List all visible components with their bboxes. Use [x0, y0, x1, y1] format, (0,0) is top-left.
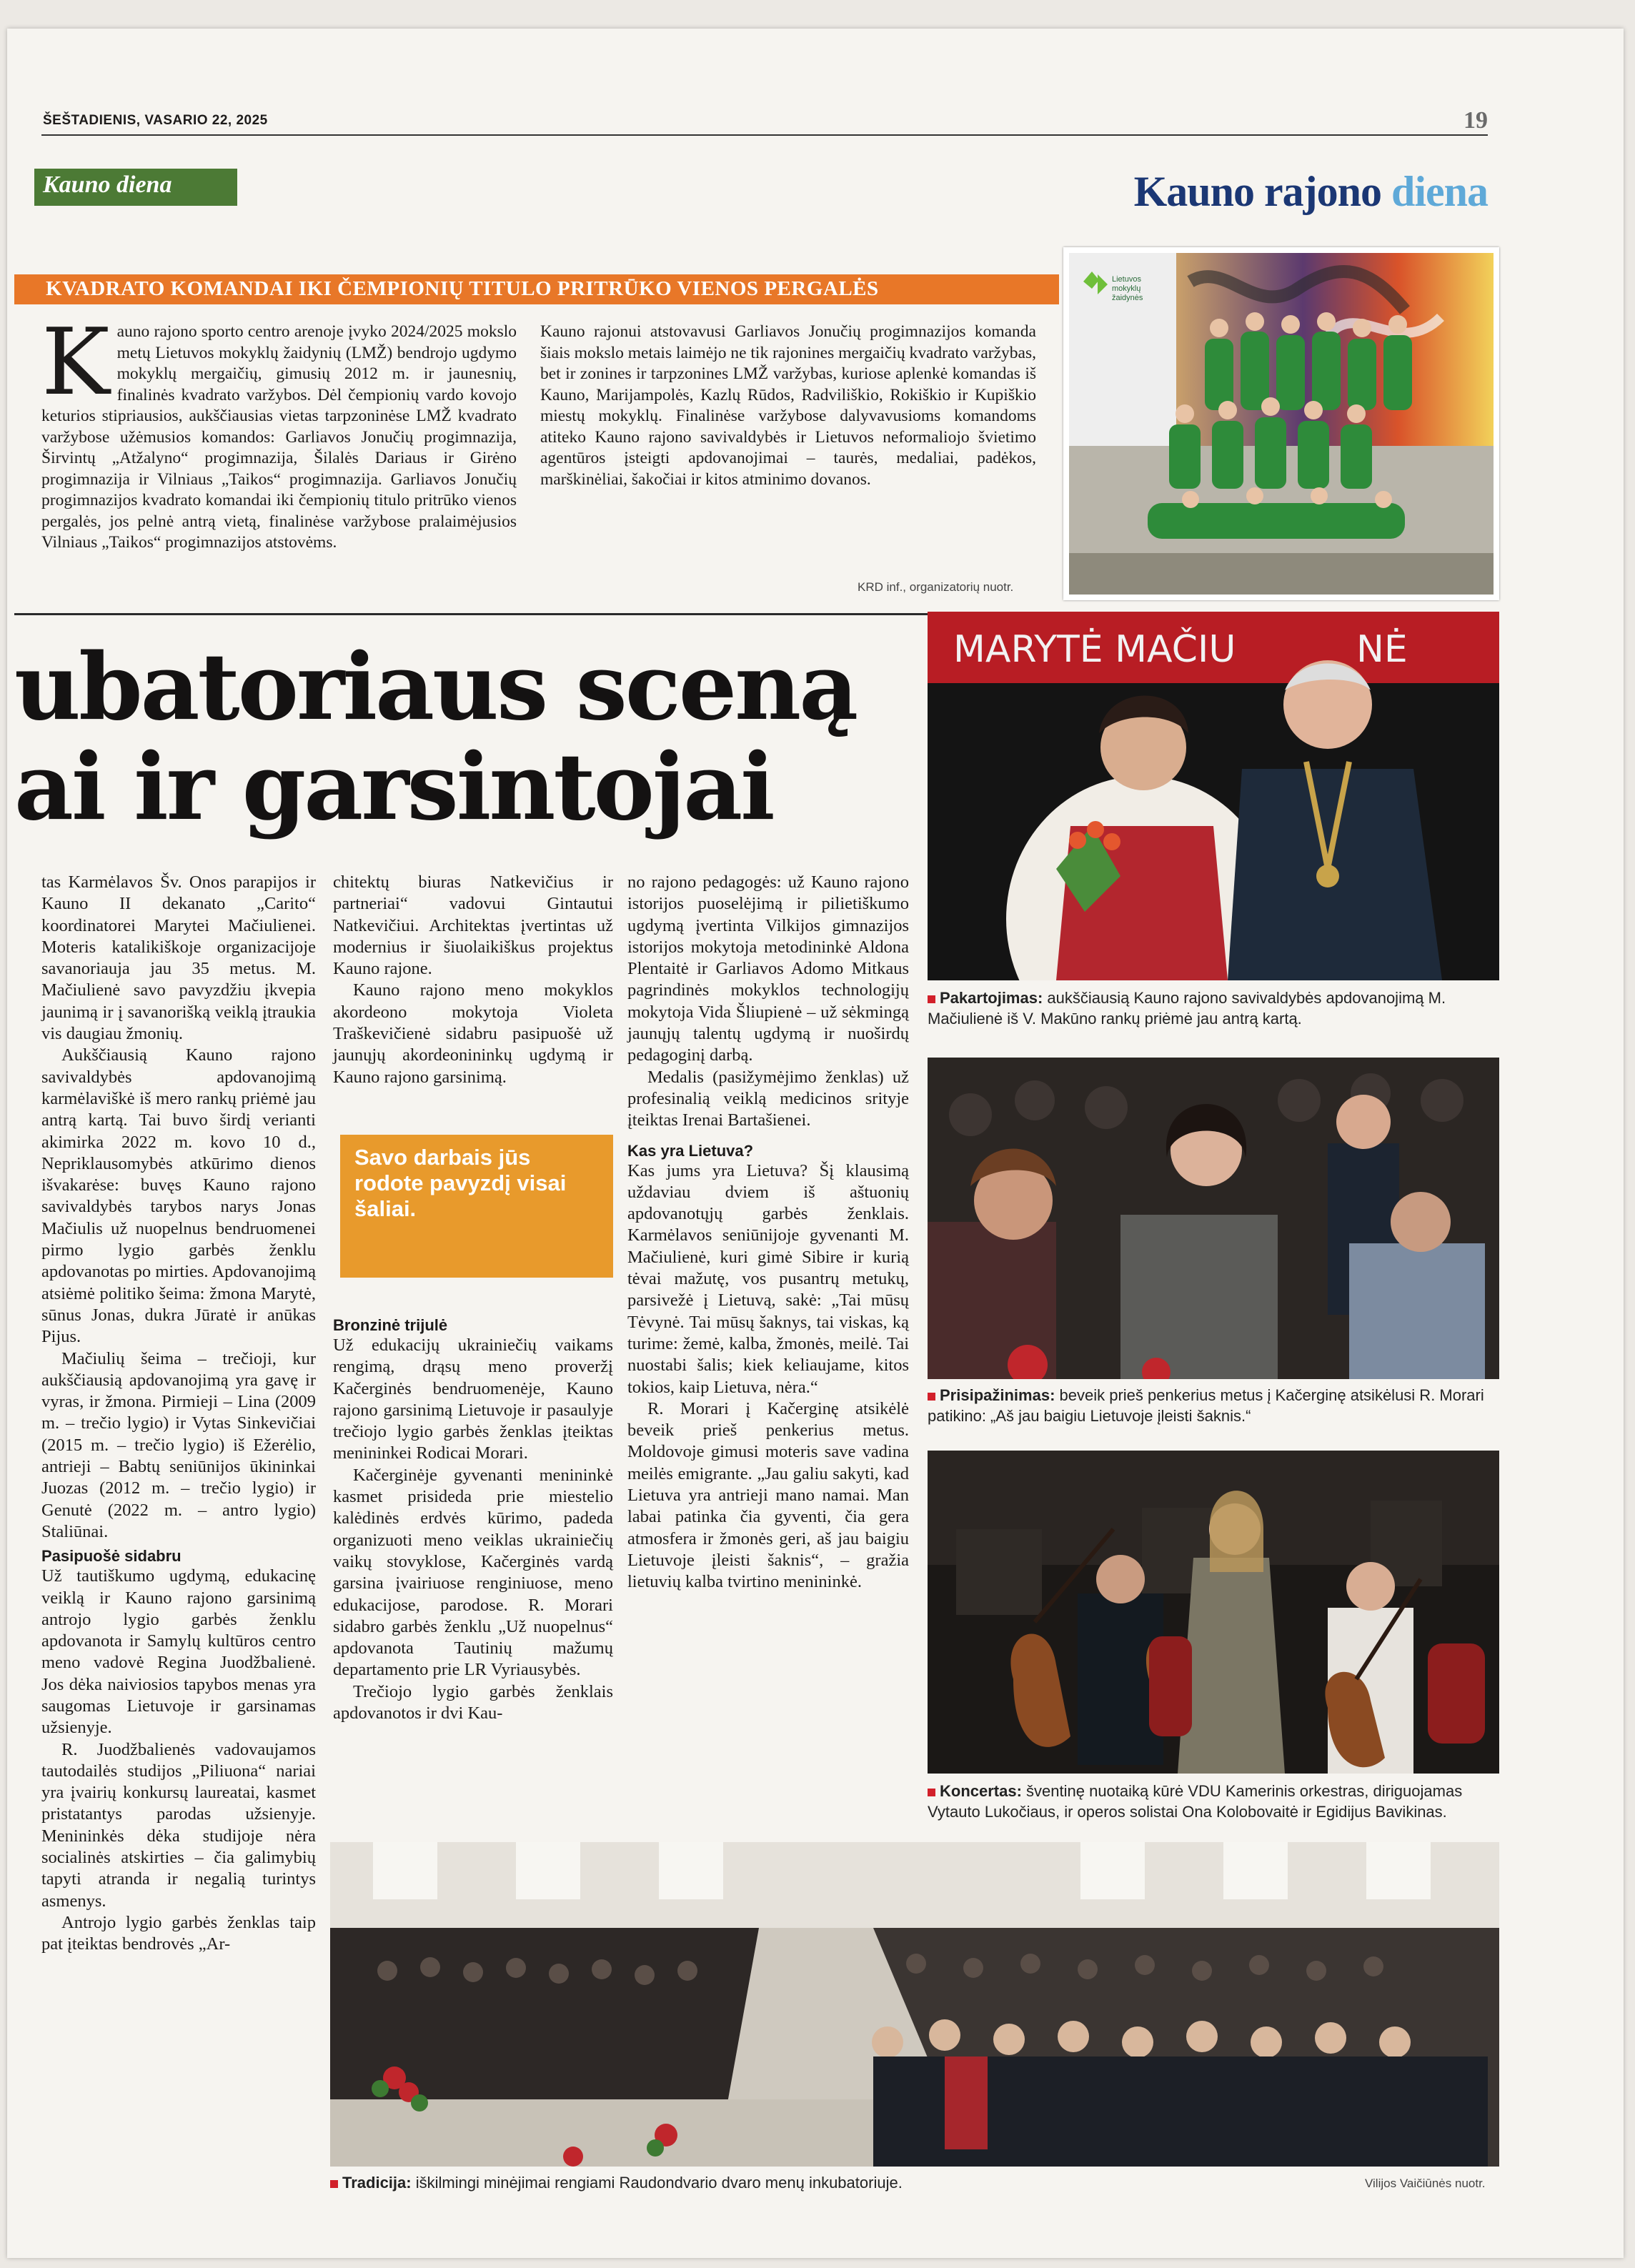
subheading: Pasipuošė sidabru: [41, 1547, 182, 1566]
header-rule: [41, 134, 1488, 136]
subheading: Kas yra Lietuva?: [627, 1141, 754, 1160]
award-photo: [928, 612, 1499, 980]
caption-label: Tradicija:: [342, 2174, 412, 2192]
paragraph: Kauno rajono meno mokyklos akordeono mokytoja Violeta Traškevičienė sidabru pasipuošė už jaunųjų akordeonininkų ugdymą ir Kauno rajono garsinimą.: [333, 980, 613, 1087]
caption-4: [330, 2172, 1116, 2193]
caption-marker: [928, 1393, 935, 1401]
caption-marker: [928, 995, 935, 1003]
paragraph: Medalis (pasižymėjimo ženklas) už profesinalią veiklą medicinos srityje įteiktas Irenai Bartašienei.: [627, 1067, 909, 1130]
paragraph: tas Karmėlavos Šv. Onos parapijos ir Kauno II dekanato „Carito“ koordinatorei Marytei Mačiulienei. Moteris katalikiškoje organizacijoje savanoriauja jau 35 metus. M. Mačiulienė savo pavyzdžiu įkvepia jaunimą ir į savanorišką veiklą įtraukia vis daugiau žmonių.: [41, 872, 316, 1044]
team-photo-frame: [1063, 247, 1499, 600]
caption-label: Koncertas:: [940, 1782, 1022, 1800]
issue-date: ŠEŠTADIENIS, VASARIO 22, 2025: [43, 113, 268, 128]
article-column-1: [41, 872, 316, 1956]
concert-photo: [928, 1451, 1499, 1774]
headline-line-2: ai ir garsintojai: [14, 734, 773, 841]
caption-text: beveik prieš penkerius metus į Kačerginę atsikėlusi R. Morari patikino: „Aš jau baigiu Lietuvoje įleisti šaknis.“: [928, 1386, 1484, 1425]
pull-quote: Savo darbais jūs rodote pavyzdį visai šaliai.: [340, 1135, 613, 1278]
top-story-text-1: auno rajono sporto centro arenoje įvyko 2024/2025 mokslo metų Lietuvos mokyklų žaidynių (LMŽ) bendrojo ugdymo mokyklų mergaičių, gimusių 2012 m. ir jaunesnių, finalinės kvadrato varžybos. Dėl čempionių vardo kovojo keturios stipriausios, aukščiausias vietas tarpzoninėse LMŽ kvadrato varžybose užėmusios komandos: Garliavos Jonučių progimnazija, Širvintų „Atžalyno“ progimnazija, Šilalės Dariaus ir Girėno progimnazija ir Vilniaus „Taikos“ progimnazija. Garliavos Jonučių progimnazijos kvadrato komandai iki čempionių titulo pritrūko vienos pergalės, jos pelnė antrą vietą, finalinėse varžybose pralaimėjusios Vilniaus „Taikos“ progimnazijos atstovėms.: [41, 322, 517, 552]
masthead-main: Kauno rajono: [1133, 168, 1391, 215]
paragraph: R. Morari į Kačerginę atsikėlė beveik prieš penkerius metus. Moldovoje gimusi moteris save vadina meilės emigrante. „Jau galiu sakyti, kad Lietuva yra antrieji mano namai. Man labai patinka čia gyventi, čia gera atmosfera ir žmonės geri, aš jau baigiu Lietuvoje įleisti šaknis“, – gražia lietuvių kalba tvirtino menininkė.: [627, 1398, 909, 1592]
paragraph: no rajono pedagogės: už Kauno rajono istorijos puoselėjimą ir pilietiškumo ugdymą įvertinta Vilkijos gimnazijos istorijos mokytoja metodininkė Aldona Plentaitė ir Garliavos Adomo Mitkaus pagrindinės mokyklos technologijų mokytoja Vida Šliupienė – už sėkmingą jaunųjų talentų ugdymą ir nuoširdų pedagoginį darbą.: [627, 872, 909, 1065]
caption-marker: [928, 1789, 935, 1796]
paragraph: Kačerginėje gyvenanti menininkė kasmet prisideda prie miestelio kalėdinės erdvės kūrimo, padeda organizuoti meno veiklas ukrainiečių vaikų stovyklose, Kačerginės vardą garsina įvairiuose renginiuose, meno edukacijose, parodose. R. Morari sidabro garbės ženklu „Už nuopelnus“ apdovanota Tautinių mažumų departamento prie LR Vyriausybės.: [333, 1465, 613, 1680]
headline-line-1: ubatoriaus sceną: [14, 634, 857, 741]
bottom-photo-credit: Vilijos Vaičiūnės nuotr.: [1365, 2177, 1486, 2190]
paragraph: Trečiojo lygio garbės ženklais apdovanotos ir dvi Kau-: [333, 1681, 613, 1724]
svg-text:Lietuvos: Lietuvos: [1112, 275, 1141, 284]
paragraph: chitektų biuras Natkevičius ir partneriai“ vadovui Gintautui Natkevičiui. Architektas įvertintas už modernius ir šiuolaikiškus projektus Kauno rajone.: [333, 872, 613, 979]
paragraph: Mačiulių šeima – trečioji, kur aukščiausią apdovanojimą yra gavę ir vyras, ir žmona. Pirmieji – Lina (2009 m. – trečio lygio) ir Vytas Sinkevičiai (2015 m. – trečio lygio) iš Ežerėlio, antrieji – Babtų seniūnijos ūkininkai Juozas (2012 m. – trečio lygio) ir Genutė (2022 m. – antro lygio) Staliūnai.: [41, 1348, 316, 1541]
paragraph: Aukščiausią Kauno rajono savivaldybės apdovanojimą karmėlaviškė iš mero rankų priėmė jau antrą kartą. Tai buvo širdį verianti akimirka 2022 m. kovo 10 d., Nepriklausomybės atkūrimo dienos išvakarėse: buvęs Kauno rajono savivaldybės tarybos narys Jonas Mačiulis už nuopelnus bendruomenei pirmo lygio garbės ženklu apdovanotas po mirties. Apdovanojimą atsiėmė politiko šeima: žmona Marytė, sūnus Jonas, dukra Jūratė ir anūkas Pijus.: [41, 1045, 316, 1347]
article-column-2b: [333, 1312, 613, 1724]
overlay-name: MARYTĖ MAČIU: [953, 628, 1236, 671]
overlay-name-end: NĖ: [1356, 628, 1408, 671]
main-headline: [14, 634, 857, 841]
paragraph: Už tautiškumo ugdymą, edukacinę veiklą ir Kauno rajono garsinimą antrojo lygio garbės ženklu apdovanota ir Samylų kultūros centro meno vadovė Regina Juodžbalienė. Jos dėka naiviosios tapybos menas yra saugomas Lietuvoje ir garsinamas užsienyje.: [41, 1566, 316, 1738]
caption-text: aukščiausią Kauno rajono savivaldybės apdovanojimą M. Mačiulienė iš V. Makūno rankų priėmė jau antrą kartą.: [928, 989, 1446, 1028]
paragraph: Antrojo lygio garbės ženklas taip pat įteiktas bendrovės „Ar-: [41, 1912, 316, 1954]
article-column-3: [627, 872, 909, 1593]
team-photo: [1069, 253, 1494, 595]
svg-text:žaidynės: žaidynės: [1112, 294, 1143, 302]
caption-3: [928, 1781, 1499, 1822]
caption-marker: [330, 2180, 338, 2188]
audience-photo: [928, 1058, 1499, 1379]
photo-concert: [928, 1451, 1499, 1774]
caption-1: [928, 988, 1499, 1029]
photo-audience-award: [928, 1058, 1499, 1379]
dropcap: K: [41, 309, 110, 416]
section-tag: Kauno diena: [34, 169, 237, 206]
subheading: Bronzinė trijulė: [333, 1316, 448, 1334]
page-number: 19: [1463, 107, 1488, 134]
newspaper-page: [7, 29, 1624, 2258]
caption-text: iškilmingi minėjimai rengiami Raudondvario dvaro menų inkubatoriuje.: [411, 2174, 903, 2192]
svg-text:mokyklų: mokyklų: [1112, 284, 1141, 293]
top-story-col1: [41, 309, 517, 554]
caption-2: [928, 1385, 1499, 1426]
caption-text: šventinę nuotaiką kūrė VDU Kamerinis orkestras, diriguojamas Vytauto Lukočiaus, ir operos solistai Ona Kolobovaitė ir Egidijus Bavikinas.: [928, 1782, 1463, 1821]
hall-photo: [330, 1842, 1499, 2167]
top-story-text-2: Kauno rajonui atstovavusi Garliavos Jonučių progimnazijos komanda šiais mokslo metais laimėjo ne tik rajonines mergaičių kvadrato varžybas, bet ir zonines ir tarpzonines LMŽ varžybas, kuriose aplenkė komandas iš Kauno, Marijampolės, Kazlų Rūdos, Radviliškio, Rokiškio ir Kupiškio miestų mokyklų. Finalinėse varžybose dalyvavusioms komandoms atiteko Kauno rajono savivaldybės ir Lietuvos neformaliojo švietimo agentūros įsteigti apdovanojimai – taurės, medaliai, padėkos, marškinėliai, šakočiai ir kitos atminimo dovanos.: [540, 322, 1036, 489]
masthead: [1134, 167, 1488, 217]
paragraph: R. Juodžbalienės vadovaujamos tautodailės studijos „Piliuona“ nariai yra įvairių konkursų laureatai, kasmet pristatantys parodas užsienyje. Menininkės dėka studijoje nėra socialinės atskirties – čia galimybių tapyti atranda ir negalią turintys asmenys.: [41, 1739, 316, 1911]
article-column-2: [333, 872, 613, 1088]
caption-label: Prisipažinimas:: [940, 1386, 1055, 1404]
top-photo-credit: KRD inf., organizatorių nuotr.: [858, 580, 1014, 594]
photo-award-ceremony: [928, 612, 1499, 980]
caption-label: Pakartojimas:: [940, 989, 1043, 1007]
top-story-banner: KVADRATO KOMANDAI IKI ČEMPIONIŲ TITULO PRITRŪKO VIENOS PERGALĖS: [14, 274, 1059, 304]
photo-hall-audience: [330, 1842, 1499, 2167]
paragraph: Kas jums yra Lietuva? Šį klausimą uždaviau dviem iš aštuonių apdovanotųjų garbės ženklais. Karmėlavos seniūnijoje gyvenanti M. Mačiulienė, kuri gimė Sibire ir kurią tėvai mažutę, vos pusantrų metukų, parsivežė į Lietuvą, sakė: „Tai mūsų Tėvynė. Tai mūsų šaknys, tai viskas, ką turime: žemė, kalba, žmonės, meilė. Tai nuostabi šalis; kiek keliaujame, kitos tokios, kaip Lietuva, nėra.“: [627, 1160, 909, 1397]
masthead-accent: diena: [1391, 168, 1488, 215]
paragraph: Už edukacijų ukrainiečių vaikams rengimą, drąsų meno proveržį Kačerginės bendruomenėje, Kauno rajono garsinimą Lietuvoje ir pasaulyje trečiojo lygio garbės ženklas įteiktas menininkei Rodicai Morari.: [333, 1336, 613, 1463]
top-story-col2: [540, 322, 1036, 490]
